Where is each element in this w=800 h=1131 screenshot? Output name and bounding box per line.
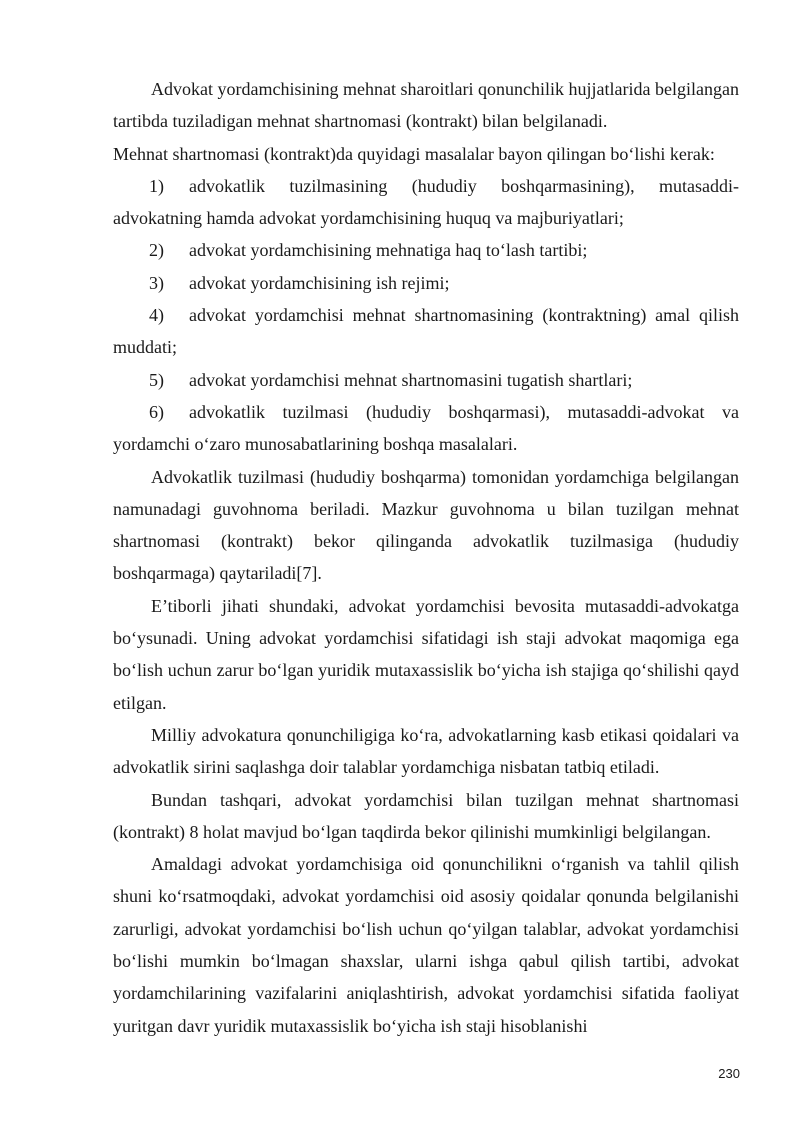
paragraph: Advokatlik tuzilmasi (hududiy boshqarma) tomonidan yordamchiga belgilangan namunadagi guvohnoma beriladi. Mazkur guvohnoma u bilan tuzilgan mehnat shartnomasi (kontrakt) bekor qilinganda advokatlik tuzilmasiga (hududiy boshqarmaga) qaytariladi[7]. [113, 466, 739, 584]
list-item-text: advokat yordamchisi mehnat shartnomasini tugatish shartlari; [189, 369, 633, 390]
list-item [113, 234, 739, 266]
paragraph: E’tiborli jihati shundaki, advokat yordamchisi bevosita mutasaddi-advokatga bo‘ysunadi. Uning advokat yordamchisi sifatidagi ish staji advokat maqomiga ega bo‘lish uchun zarur bo‘lgan yuridik mutaxassislik bo‘yicha ish stajiga qo‘shilishi qayd etilgan. [113, 595, 739, 713]
list-number: 6) [149, 401, 164, 422]
list-item [113, 396, 739, 461]
list-item [113, 267, 739, 299]
list-item-text: advokat yordamchisining mehnatiga haq to‘lash tartibi; [189, 240, 588, 261]
paragraph: Milliy advokatura qonunchiligiga ko‘ra, advokatlarning kasb etikasi qoidalari va advokatlik sirini saqlashga doir talablar yordamchiga nisbatan tatbiq etiladi. [113, 724, 739, 778]
paragraph: Bundan tashqari, advokat yordamchisi bilan tuzilgan mehnat shartnomasi (kontrakt) 8 holat mavjud bo‘lgan taqdirda bekor qilinishi mumkinligi belgilangan. [113, 789, 739, 842]
paragraph: Mehnat shartnomasi (kontrakt)da quyidagi masalalar bayon qilingan bo‘lishi kerak: [113, 143, 715, 164]
paragraph: Advokat yordamchisining mehnat sharoitlari qonunchilik hujjatlarida belgilangan tartibda tuziladigan mehnat shartnomasi (kontrakt) bilan belgilanadi. [113, 79, 739, 132]
paragraph: Amaldagi advokat yordamchisiga oid qonunchilikni o‘rganish va tahlil qilish shuni ko‘rsatmoqdaki, advokat yordamchisi oid asosiy qoidalar qonunda belgilanishi zarurligi, advokat yordamchisi bo‘lish uchun qo‘yilgan talablar, advokat yordamchisi bo‘lishi mumkin bo‘lmagan shaxslar, ularni ishga qabul qilish tartibi, advokat yordamchilarining vazifalarini aniqlashtirish, advokat yordamchisi sifatida faoliyat yuritgan davr yuridik mutaxassislik bo‘yicha ish staji hisoblanishi [113, 854, 739, 1036]
list-item [113, 299, 739, 364]
list-item [113, 364, 739, 396]
list-number: 2) [149, 240, 164, 261]
page-number: 230 [718, 1066, 740, 1081]
list-number: 3) [149, 272, 164, 293]
list-item-text: advokatlik tuzilmasining (hududiy boshqarmasining), mutasaddi-advokatning hamda advokat yordamchisining huquq va majburiyatlari; [113, 175, 739, 229]
page-body [113, 73, 739, 1042]
list-number: 1) [149, 175, 164, 196]
list-item [113, 170, 739, 235]
list-number: 5) [149, 369, 164, 390]
list-item-text: advokat yordamchisi mehnat shartnomasining (kontraktning) amal qilish muddati; [113, 305, 739, 358]
list-number: 4) [149, 305, 164, 326]
list-item-text: advokatlik tuzilmasi (hududiy boshqarmasi), mutasaddi-advokat va yordamchi o‘zaro munosabatlarining boshqa masalalari. [113, 401, 739, 455]
list-item-text: advokat yordamchisining ish rejimi; [189, 272, 450, 293]
